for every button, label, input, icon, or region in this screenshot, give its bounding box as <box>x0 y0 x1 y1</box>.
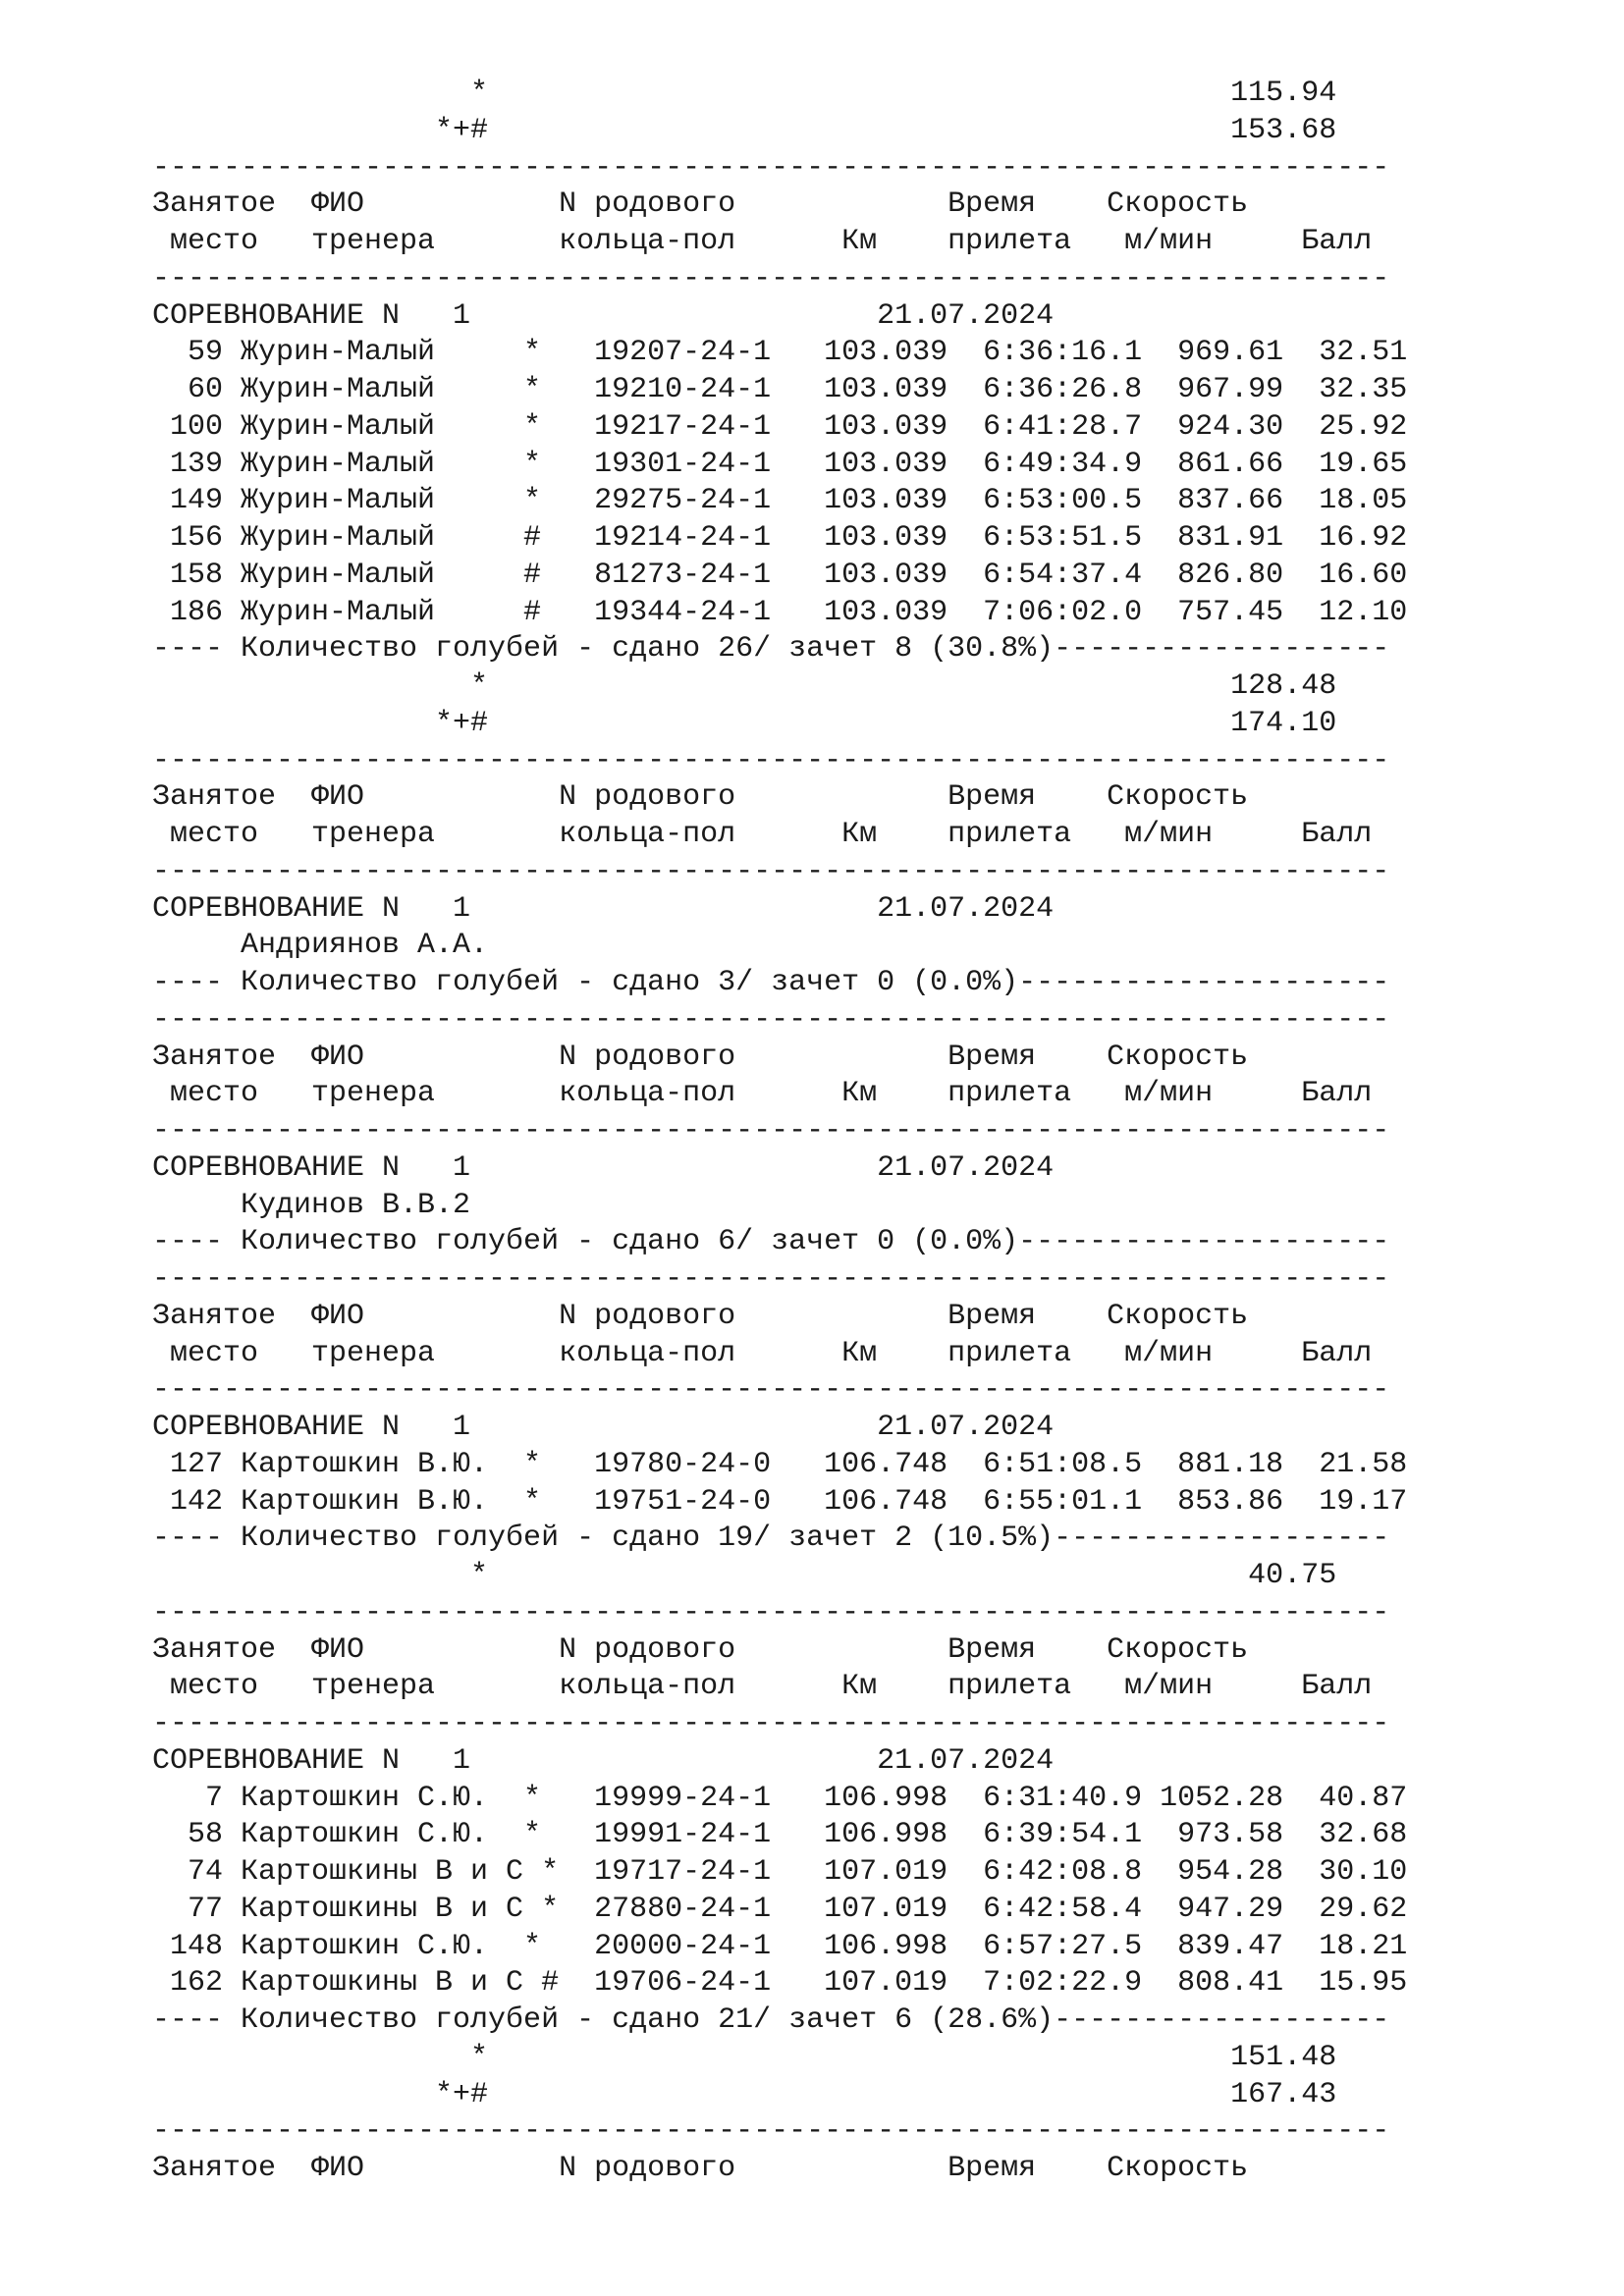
report-line: СОРЕВНОВАНИЕ N 1 21.07.2024 <box>152 298 1055 333</box>
report-line: 74 Картошкины В и С * 19717-24-1 107.019 6:42:08.8 954.28 30.10 <box>152 1855 1408 1889</box>
report-line: * 128.48 <box>152 669 1337 703</box>
report-sheet <box>152 76 1407 2188</box>
report-line: ---- Количество голубей - сдано 6/ зачет 0 (0.0%)--------------------- <box>152 1225 1390 1259</box>
report-line: Занятое ФИО N родового Время Скорость <box>152 187 1249 222</box>
report-line: Андриянов А.А. <box>152 929 489 963</box>
report-line: 100 Журин-Малый * 19217-24-1 103.039 6:41:28.7 924.30 25.92 <box>152 409 1408 444</box>
report-line: 158 Журин-Малый # 81273-24-1 103.039 6:54:37.4 826.80 16.60 <box>152 558 1408 592</box>
report-line: ---- Количество голубей - сдано 3/ зачет 0 (0.0%)--------------------- <box>152 966 1390 999</box>
report-line: Занятое ФИО N родового Время Скорость <box>152 1632 1249 1667</box>
report-line: ---- Количество голубей - сдано 19/ зачет 2 (10.5%)------------------- <box>152 1522 1390 1556</box>
report-line: 58 Картошкин С.Ю. * 19991-24-1 106.998 6:39:54.1 973.58 32.68 <box>152 1818 1408 1852</box>
report-line: место тренера кольца-пол Км прилета м/мин Балл <box>152 1336 1373 1370</box>
report-line: Занятое ФИО N родового Время Скорость <box>152 1040 1249 1074</box>
report-line: место тренера кольца-пол Км прилета м/мин Балл <box>152 1077 1373 1111</box>
report-line: ---------------------------------------------------------------------- <box>152 1707 1390 1740</box>
report-line: 142 Картошкин В.Ю. * 19751-24-0 106.748 6:55:01.1 853.86 19.17 <box>152 1484 1408 1519</box>
report-line: ---------------------------------------------------------------------- <box>152 1373 1390 1408</box>
report-line: место тренера кольца-пол Км прилета м/мин Балл <box>152 818 1373 851</box>
report-line: СОРЕВНОВАНИЕ N 1 21.07.2024 <box>152 891 1055 926</box>
report-line: ---------------------------------------------------------------------- <box>152 1114 1390 1148</box>
report-line: 156 Журин-Малый # 19214-24-1 103.039 6:53:51.5 831.91 16.92 <box>152 521 1408 555</box>
report-line: 77 Картошкины В и С * 27880-24-1 107.019 6:42:58.4 947.29 29.62 <box>152 1892 1408 1926</box>
report-line: *+# 167.43 <box>152 2077 1337 2111</box>
report-line: Занятое ФИО N родового Время Скорость <box>152 1299 1249 1333</box>
report-line: ---------------------------------------------------------------------- <box>152 854 1390 888</box>
report-line: 7 Картошкин С.Ю. * 19999-24-1 106.998 6:31:40.9 1052.28 40.87 <box>152 1781 1408 1815</box>
report-line: ---------------------------------------------------------------------- <box>152 743 1390 777</box>
report-line: * 151.48 <box>152 2040 1337 2074</box>
report-line: ---------------------------------------------------------------------- <box>152 150 1390 185</box>
report-line: ---------------------------------------------------------------------- <box>152 261 1390 295</box>
report-line: 59 Журин-Малый * 19207-24-1 103.039 6:36:16.1 969.61 32.51 <box>152 336 1408 370</box>
report-line: ---- Количество голубей - сдано 21/ зачет 6 (28.6%)------------------- <box>152 2003 1390 2037</box>
report-line: 60 Журин-Малый * 19210-24-1 103.039 6:36:26.8 967.99 32.35 <box>152 373 1408 406</box>
report-line: место тренера кольца-пол Км прилета м/мин Балл <box>152 1670 1373 1704</box>
report-line: СОРЕВНОВАНИЕ N 1 21.07.2024 <box>152 1743 1055 1778</box>
report-line: *+# 174.10 <box>152 706 1337 740</box>
report-line: 162 Картошкины В и С # 19706-24-1 107.019 7:02:22.9 808.41 15.95 <box>152 1966 1408 2001</box>
report-line: 127 Картошкин В.Ю. * 19780-24-0 106.748 6:51:08.5 881.18 21.58 <box>152 1447 1408 1481</box>
report-line: 148 Картошкин С.Ю. * 20000-24-1 106.998 6:57:27.5 839.47 18.21 <box>152 1929 1408 1963</box>
report-line: место тренера кольца-пол Км прилета м/мин Балл <box>152 225 1373 258</box>
report-line: ---- Количество голубей - сдано 26/ зачет 8 (30.8%)------------------- <box>152 632 1390 667</box>
report-line: СОРЕВНОВАНИЕ N 1 21.07.2024 <box>152 1411 1055 1444</box>
report-line: ---------------------------------------------------------------------- <box>152 2114 1390 2149</box>
report-line: ---------------------------------------------------------------------- <box>152 1002 1390 1037</box>
report-line: * 40.75 <box>152 1559 1337 1592</box>
report-line: *+# 153.68 <box>152 113 1337 147</box>
report-line: ---------------------------------------------------------------------- <box>152 1595 1390 1629</box>
report-line: 139 Журин-Малый * 19301-24-1 103.039 6:49:34.9 861.66 19.65 <box>152 447 1408 481</box>
report-line: ---------------------------------------------------------------------- <box>152 1262 1390 1296</box>
report-line: Занятое ФИО N родового Время Скорость <box>152 780 1249 815</box>
report-line: 149 Журин-Малый * 29275-24-1 103.039 6:53:00.5 837.66 18.05 <box>152 484 1408 518</box>
report-line: * 115.94 <box>152 77 1337 110</box>
report-line: 186 Журин-Малый # 19344-24-1 103.039 7:06:02.0 757.45 12.10 <box>152 595 1408 629</box>
report-line: СОРЕВНОВАНИЕ N 1 21.07.2024 <box>152 1150 1055 1185</box>
report-line: Кудинов В.В.2 <box>152 1188 471 1222</box>
report-line: Занятое ФИО N родового Время Скорость <box>152 2152 1249 2185</box>
